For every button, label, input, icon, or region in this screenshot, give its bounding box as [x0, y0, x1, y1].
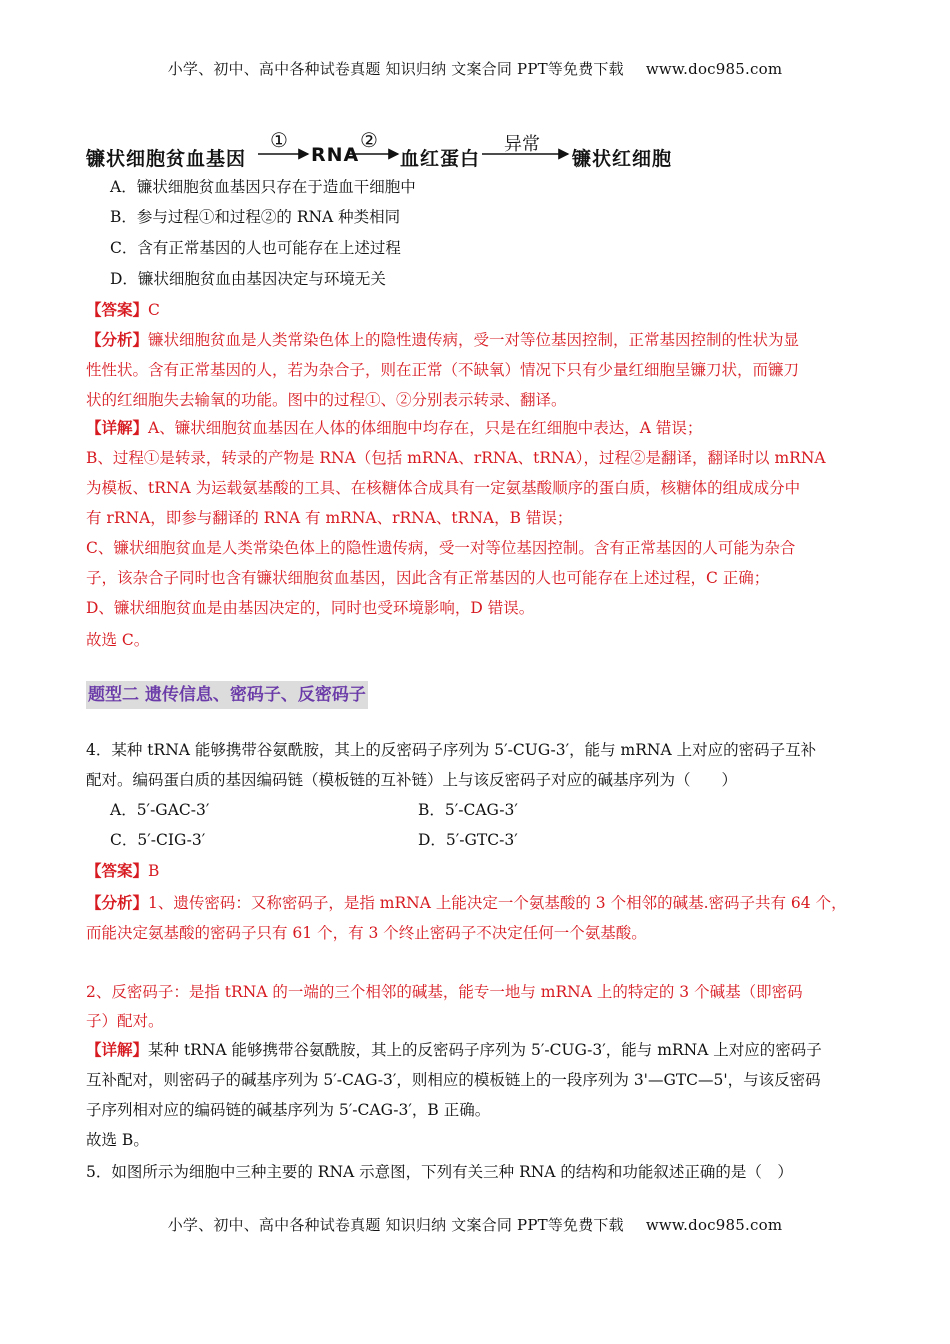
flow-step-2-label: ②: [360, 128, 378, 152]
q3-option-b: B．参与过程①和过程②的 RNA 种类相同: [110, 208, 401, 226]
label-tag: 【详解】: [86, 1040, 149, 1059]
q3-option-a: A．镰状细胞贫血基因只存在于造血干细胞中: [110, 178, 416, 196]
flow-step-1-label: ①: [270, 128, 288, 152]
page-footer: [0, 1214, 950, 1235]
q3-detail-line: C、镰状细胞贫血是人类常染色体上的隐性遗传病，受一对等位基因控制。含有正常基因的人可能为杂合: [86, 539, 796, 557]
label-tag: 【分析】: [86, 893, 149, 912]
q4-option-b: B．5′-CAG-3′: [418, 801, 518, 819]
q4-option-d: D．5′-GTC-3′: [418, 831, 518, 849]
q4-analysis-line: 而能决定氨基酸的密码子只有 61 个，有 3 个终止密码子不决定任何一个氨基酸。: [86, 924, 647, 942]
header-url[interactable]: www.doc985.com: [645, 60, 783, 78]
q3-detail-line: 有 rRNA，即参与翻译的 RNA 有 mRNA、rRNA、tRNA，B 错误；: [86, 509, 573, 527]
q3-option-d: D．镰状细胞贫血由基因决定与环境无关: [110, 270, 386, 288]
flow-step-3-label: 异常: [504, 134, 540, 155]
q3-answer: [86, 295, 876, 325]
q4-detail-line: [86, 1035, 876, 1065]
q3-detail-line: [86, 413, 876, 443]
label-body: A、镰状细胞贫血基因在人体的体细胞中均存在，只是在红细胞中表达，A 错误；: [148, 419, 703, 437]
footer-text: 小学、初中、高中各种试卷真题 知识归纳 文案合同 PPT等免费下载: [167, 1216, 624, 1234]
q4-option-c: C．5′-CIG-3′: [110, 831, 206, 849]
label-body: 镰状细胞贫血是人类常染色体上的隐性遗传病，受一对等位基因控制，正常基因控制的性状为显: [148, 331, 800, 349]
q5-stem: 5．如图所示为细胞中三种主要的 RNA 示意图，下列有关三种 RNA 的结构和功能叙述正确的是（ ）: [86, 1163, 793, 1181]
label-body: C: [148, 301, 160, 319]
page-header: [0, 58, 950, 79]
q3-detail-line: 为模板、tRNA 为运载氨基酸的工具、在核糖体合成具有一定氨基酸顺序的蛋白质，核糖体的组成成分中: [86, 479, 801, 497]
section-title: 题型二 遗传信息、密码子、反密码子: [86, 681, 368, 709]
q4-analysis-line: 2、反密码子：是指 tRNA 的一端的三个相邻的碱基，能专一地与 mRNA 上的特定的 3 个碱基（即密码: [86, 983, 803, 1001]
q3-detail-line: D、镰状细胞贫血是由基因决定的，同时也受环境影响，D 错误。: [86, 599, 535, 617]
gene-expression-flow-diagram: [86, 128, 786, 172]
q4-stem-line: 配对。编码蛋白质的基因编码链（模板链的互补链）上与该反密码子对应的碱基序列为（ ）: [86, 771, 738, 789]
label-body: B: [148, 862, 160, 880]
q3-option-c: C．含有正常基因的人也可能存在上述过程: [110, 239, 401, 257]
q4-conclusion: 故选 B。: [86, 1131, 149, 1149]
label-tag: 【详解】: [86, 418, 149, 437]
q4-detail-line: 互补配对，则密码子的碱基序列为 5′-CAG-3′，则相应的模板链上的一段序列为 3'—GTC—5'，与该反密码: [86, 1071, 821, 1089]
q3-detail-line: B、过程①是转录，转录的产物是 RNA（包括 mRNA、rRNA、tRNA），过程②是翻译，翻译时以 mRNA: [86, 449, 826, 467]
q3-conclusion: 故选 C。: [86, 631, 150, 649]
q3-detail-line: 子，该杂合子同时也含有镰状细胞贫血基因，因此含有正常基因的人也可能存在上述过程，C 正确；: [86, 569, 770, 587]
label-tag: 【答案】: [86, 861, 149, 880]
flow-node-rna: RNA: [311, 144, 360, 166]
label-tag: 【答案】: [86, 300, 149, 319]
q3-analysis-line: 性性状。含有正常基因的人，若为杂合子，则在正常（不缺氧）情况下只有少量红细胞呈镰刀状，而镰刀: [86, 361, 800, 379]
label-body: 某种 tRNA 能够携带谷氨酰胺，其上的反密码子序列为 5′-CUG-3′，能与 mRNA 上对应的密码子: [148, 1041, 822, 1059]
q3-analysis-line: 状的红细胞失去输氧的功能。图中的过程①、②分别表示转录、翻译。: [86, 391, 567, 409]
q4-detail-line: 子序列相对应的编码链的碱基序列为 5′-CAG-3′，B 正确。: [86, 1101, 491, 1119]
header-text: 小学、初中、高中各种试卷真题 知识归纳 文案合同 PPT等免费下载: [167, 60, 624, 78]
q4-option-a: A．5′-GAC-3′: [110, 801, 210, 819]
q4-answer: [86, 856, 876, 886]
q3-analysis-line: [86, 325, 876, 355]
flow-node-gene: 镰状细胞贫血基因: [86, 148, 247, 170]
q4-analysis-line: 子）配对。: [86, 1012, 164, 1030]
flow-node-hemoglobin: 血红蛋白: [400, 148, 481, 170]
flow-node-sickle-cell: 镰状红细胞: [572, 148, 673, 170]
label-tag: 【分析】: [86, 330, 149, 349]
footer-url[interactable]: www.doc985.com: [645, 1216, 783, 1234]
q4-analysis-line: [86, 888, 876, 918]
label-body: 1、遗传密码：又称密码子，是指 mRNA 上能决定一个氨基酸的 3 个相邻的碱基.密码子共有 64 个，: [148, 894, 847, 912]
q4-stem-line: 4．某种 tRNA 能够携带谷氨酰胺，其上的反密码子序列为 5′-CUG-3′，能与 mRNA 上对应的密码子互补: [86, 741, 817, 759]
